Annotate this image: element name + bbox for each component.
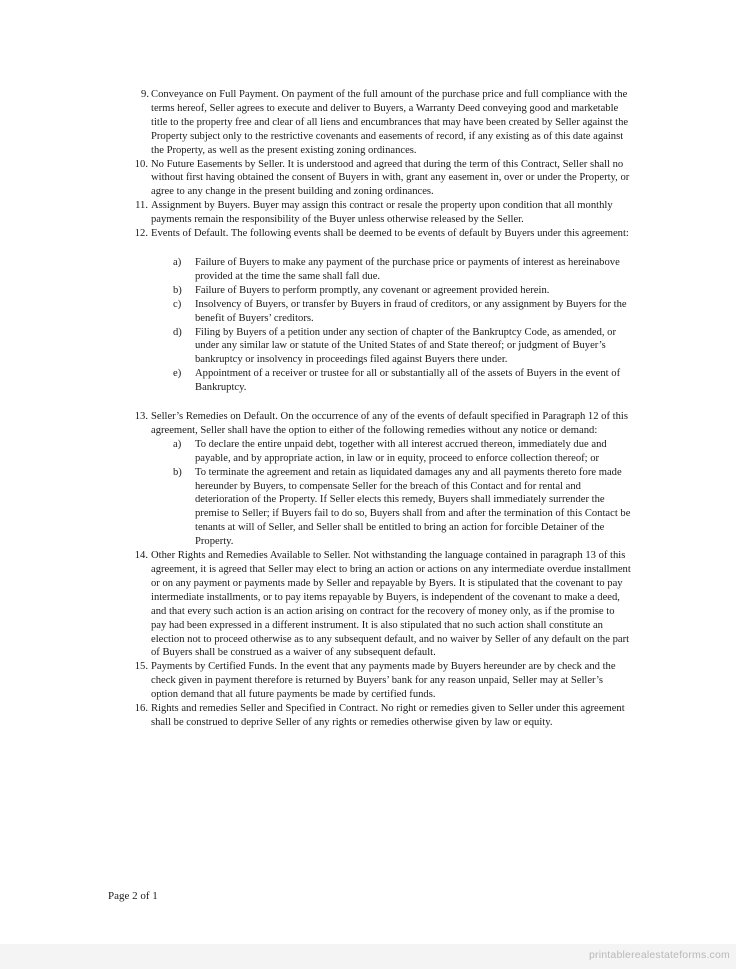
default-events-list: [151, 256, 631, 395]
list-text: Failure of Buyers to make any payment of the purchase price or payments of interest as hereinabove provided at the time the same shall fall due.: [195, 256, 620, 282]
section-number: 16.: [134, 703, 148, 715]
list-letter: e): [173, 368, 182, 380]
list-item: [151, 438, 631, 466]
section-number: 14.: [134, 550, 148, 562]
section-9: [141, 88, 631, 158]
list-text: Failure of Buyers to perform promptly, any covenant or agreement provided herein.: [195, 284, 550, 296]
contract-body: [134, 88, 631, 730]
section-11: [135, 199, 631, 227]
section-16: [134, 702, 631, 730]
section-text: No Future Easements by Seller. It is understood and agreed that during the term of this Contract, Seller shall no without first having obtained the consent of Buyers in with, grant any easement in, over or under the Property, or agree to any change in the present building and zoning ordinances.: [151, 158, 630, 198]
page-number: Page 2 of 1: [108, 890, 158, 902]
section-number: 11.: [135, 200, 148, 212]
section-number: 13.: [134, 411, 148, 423]
list-text: To declare the entire unpaid debt, together with all interest accrued thereon, immediately due and payable, and by appropriate action, in law or in equity, proceed to enforce collection thereof; or: [195, 438, 607, 464]
section-13: [134, 410, 631, 438]
list-text: To terminate the agreement and retain as liquidated damages any and all payments thereto fore made hereunder by Buyers, to compensate Seller for the breach of this Contact and for rental and deterioration of the Property. If Seller elects this remedy, Buyers shall immediately surrender the premise to Seller; if Buyers fail to do so, Buyers shall from and after the termination of this Contact be tenants at will of Seller, and Seller shall be entitled to bring an action for forcible Detainer of the Property.: [195, 466, 631, 548]
list-text: Appointment of a receiver or trustee for all or substantially all of the assets of Buyers in the event of Bankruptcy.: [195, 368, 621, 394]
section-text: Other Rights and Remedies Available to Seller. Not withstanding the language contained in paragraph 13 of this agreement, it is agreed that Seller may elect to bring an action or actions on any intermediate overdue installment or on any payment or payments made by Seller and repayable by Byers. It is stipulated that the covenant to pay intermediate installments, or to pay items repayable by Buyers, is independent of the covenant to make a deed, and that every such action is an action arising on contract for the recovery of money only, as if the promise to pay had been expressed in a different instrument. It is also stipulated that no such action shall constitute an election not to proceed otherwise as to any subsequent default, and no waiver by Seller of any default on the part of Buyers shall be construed as a waiver of any subsequent default.: [151, 550, 631, 659]
list-item: [151, 284, 631, 298]
section-14: [134, 549, 631, 660]
list-item: [151, 367, 631, 395]
spacer: [151, 395, 631, 410]
list-letter: c): [173, 298, 182, 310]
list-item: [151, 326, 631, 368]
spacer: [151, 241, 631, 256]
section-10: [134, 158, 631, 200]
list-letter: a): [173, 438, 182, 450]
list-text: Insolvency of Buyers, or transfer by Buyers in fraud of creditors, or any assignment by Buyers for the benefit of Buyers’ creditors.: [195, 298, 627, 324]
list-letter: b): [173, 466, 182, 478]
list-item: [151, 256, 631, 284]
section-number: 9.: [141, 89, 149, 100]
section-text: Conveyance on Full Payment. On payment of the full amount of the purchase price and full compliance with the terms hereof, Seller agrees to execute and deliver to Buyers, a Warranty Deed conveying good and marketable title to the property free and clear of all liens and encumbrances that may have been created by Seller against the Property subject only to the restrictive covenants and easements of record, if any existing as of this date against the Property, as well as the present existing zoning ordinances.: [151, 89, 629, 156]
remedies-list: [151, 438, 631, 549]
list-letter: d): [173, 326, 182, 338]
list-letter: a): [173, 256, 182, 268]
section-text: Seller’s Remedies on Default. On the occurrence of any of the events of default specified in Paragraph 12 of this agreement, Seller shall have the option to either of the following remedies without any notice or demand:: [151, 411, 628, 436]
section-text: Payments by Certified Funds. In the event that any payments made by Buyers hereunder are by check and the check given in payment therefore is returned by Buyers’ bank for any reason unpaid, Seller may at Seller’s option demand that all future payments be made by certified funds.: [151, 661, 616, 701]
section-text: Assignment by Buyers. Buyer may assign this contract or resale the property upon condition that all monthly payments remain the responsibility of the Buyer unless otherwise released by the Seller.: [151, 200, 613, 226]
watermark-text: printablerealestateforms.com: [589, 949, 730, 961]
list-item: [151, 298, 631, 326]
section-number: 12.: [134, 228, 148, 240]
section-15: [134, 660, 631, 702]
section-12: [134, 227, 631, 241]
section-text: Events of Default. The following events shall be deemed to be events of default by Buyers under this agreement:: [151, 228, 629, 240]
list-text: Filing by Buyers of a petition under any section of chapter of the Bankruptcy Code, as amended, or under any similar law or statute of the United States of and State thereof; or judgment of Buyer’s bankruptcy or insolvency in proceedings filed against Buyers there under.: [195, 326, 616, 366]
section-text: Rights and remedies Seller and Specified in Contract. No right or remedies given to Seller under this agreement shall be construed to deprive Seller of any rights or remedies otherwise given by law or equity.: [151, 703, 625, 728]
list-letter: b): [173, 284, 182, 296]
list-item: [151, 466, 631, 549]
section-number: 15.: [134, 661, 148, 673]
section-number: 10.: [134, 158, 148, 170]
